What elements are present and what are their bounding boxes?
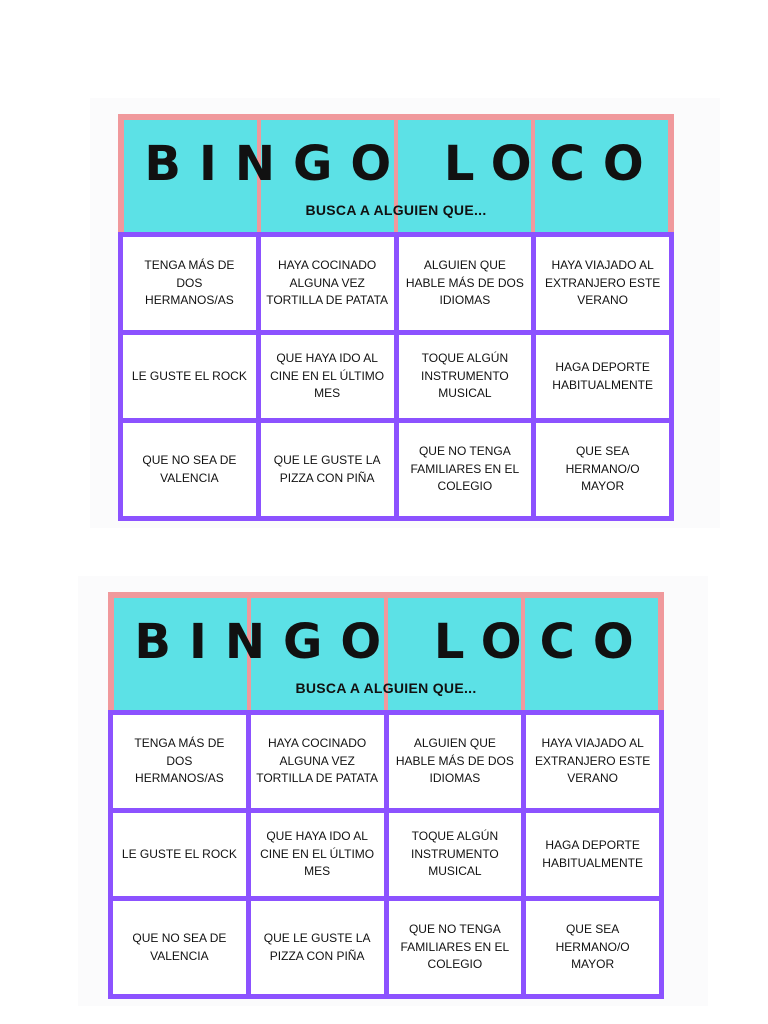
bingo-cell[interactable] (261, 335, 394, 418)
bingo-cell[interactable] (251, 901, 384, 994)
bingo-cell-text: LE GUSTE EL ROCK (121, 846, 237, 861)
bingo-cell-text: QUE NO TENGA FAMILIARES EN EL COLEGIO (400, 922, 510, 972)
bingo-cell-text: HAYA COCINADO ALGUNA VEZ TORTILLA DE PATATA (256, 736, 379, 786)
bingo-cell-text: QUE NO TENGA FAMILIARES EN EL COLEGIO (410, 444, 520, 494)
bingo-grid (118, 232, 674, 521)
bingo-cell-text: QUE HAYA IDO AL CINE EN EL ÚLTIMO MES (270, 351, 385, 401)
bingo-cell-text: HAYA VIAJADO AL EXTRANJERO ESTE VERANO (534, 736, 651, 786)
bingo-cell[interactable] (113, 715, 246, 808)
bingo-cell-text: ALGUIEN QUE HABLE MÁS DE DOS IDIOMAS (395, 736, 514, 786)
bingo-cell[interactable] (123, 237, 256, 330)
bingo-cell[interactable] (536, 335, 669, 418)
bingo-cell[interactable] (251, 715, 384, 808)
bingo-card-header (108, 592, 664, 710)
bingo-cell[interactable] (399, 423, 532, 516)
bingo-cell-text: HAGA DEPORTE HABITUALMENTE (542, 838, 643, 870)
bingo-subtitle: BUSCA A ALGUIEN QUE... (295, 680, 477, 696)
bingo-card-header (118, 114, 674, 232)
bingo-cell[interactable] (399, 237, 532, 330)
bingo-cell[interactable] (261, 423, 394, 516)
bingo-cell[interactable] (389, 813, 522, 896)
bingo-cell[interactable] (389, 715, 522, 808)
bingo-card-1 (118, 114, 674, 521)
bingo-cell[interactable] (123, 423, 256, 516)
bingo-cell[interactable] (113, 901, 246, 994)
bingo-cell[interactable] (526, 901, 659, 994)
bingo-cell-text: QUE SEA HERMANO/O MAYOR (565, 444, 640, 494)
bingo-cell-text: QUE SEA HERMANO/O MAYOR (555, 922, 630, 972)
bingo-cell[interactable] (261, 237, 394, 330)
bingo-cell[interactable] (536, 423, 669, 516)
bingo-title: BINGO LOCO (144, 136, 662, 192)
bingo-cell[interactable] (251, 813, 384, 896)
bingo-cell-text: HAYA VIAJADO AL EXTRANJERO ESTE VERANO (544, 258, 661, 308)
bingo-subtitle: BUSCA A ALGUIEN QUE... (305, 202, 487, 218)
bingo-cell-text: HAGA DEPORTE HABITUALMENTE (552, 360, 653, 392)
bingo-grid (108, 710, 664, 999)
bingo-cell-text: LE GUSTE EL ROCK (131, 368, 247, 383)
bingo-cell[interactable] (399, 335, 532, 418)
bingo-cell-text: HAYA COCINADO ALGUNA VEZ TORTILLA DE PATATA (266, 258, 389, 308)
bingo-cell-text: TOQUE ALGÚN INSTRUMENTO MUSICAL (410, 829, 499, 879)
bingo-cell-text: QUE LE GUSTE LA PIZZA CON PIÑA (263, 931, 371, 963)
bingo-cell[interactable] (389, 901, 522, 994)
bingo-cell-text: QUE HAYA IDO AL CINE EN EL ÚLTIMO MES (260, 829, 375, 879)
bingo-cell-text: TOQUE ALGÚN INSTRUMENTO MUSICAL (420, 351, 509, 401)
bingo-cell-text: QUE NO SEA DE VALENCIA (142, 453, 237, 485)
bingo-cell-text: TENGA MÁS DE DOS HERMANOS/AS (144, 258, 235, 308)
bingo-cell[interactable] (526, 715, 659, 808)
bingo-cell-text: TENGA MÁS DE DOS HERMANOS/AS (134, 736, 225, 786)
bingo-cell[interactable] (526, 813, 659, 896)
bingo-title: BINGO LOCO (134, 614, 652, 670)
bingo-cell-text: ALGUIEN QUE HABLE MÁS DE DOS IDIOMAS (405, 258, 524, 308)
bingo-card-2 (108, 592, 664, 999)
bingo-cell-text: QUE LE GUSTE LA PIZZA CON PIÑA (273, 453, 381, 485)
bingo-cell[interactable] (536, 237, 669, 330)
bingo-cell[interactable] (123, 335, 256, 418)
bingo-cell[interactable] (113, 813, 246, 896)
bingo-cell-text: QUE NO SEA DE VALENCIA (132, 931, 227, 963)
